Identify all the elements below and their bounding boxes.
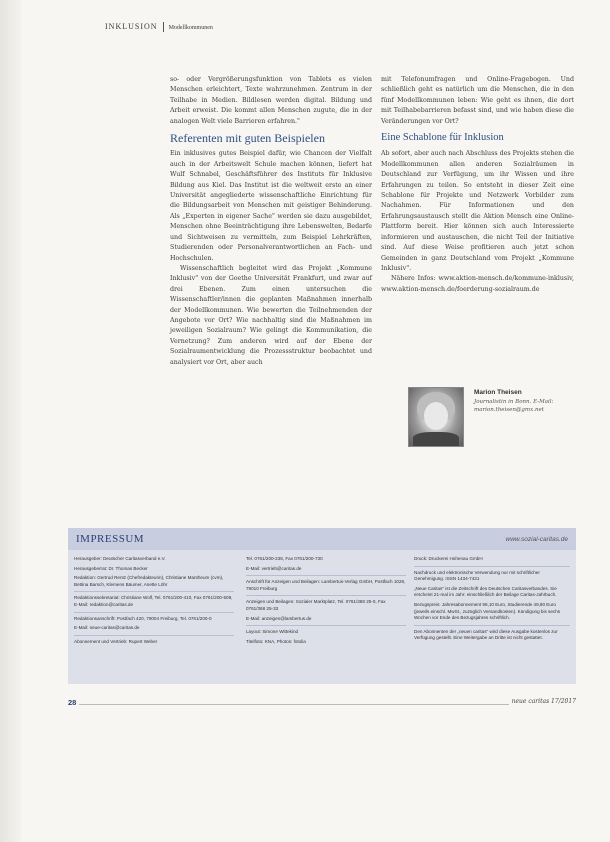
impressum-line: E-Mail: anzeigen@lambertus.de <box>246 615 312 621</box>
impressum-line: Redaktion: Gertrud Rentz (Chefredakteurin), Christiane Mantheum (cvm), Bettina Barsch, Klemens Bäumer, Anette Löhr <box>74 575 224 587</box>
paragraph: mit Telefonumfragen und Online-Fragebogen. Und schließlich geht es natürlich um die Menschen, die in den fünf Modellkommunen leben: Wie geht es ihnen, die dort mit Teilhabebarrieren befasst sind, und wie haben diese die Veränderungen vor Ort? <box>381 76 574 125</box>
impressum-column-3 <box>414 556 570 645</box>
section-title: INKLUSION <box>105 22 158 31</box>
paragraph: Ein inklusives gutes Beispiel dafür, wie Chancen der Vielfalt auch in der Arbeitswelt Schule machen können, liefert hat Wulf Schnabel, Geschäftsführer des Instituts für Inklusive Bildung aus Kiel. Das Institut ist die weltweit erste an einer Universität angegliederte wissenschaftliche Einrichtung für die Bildungsarbeit von Menschen mit geistiger Behinderung. Als „Experten in eigener Sache" werden sie dazu ausgebildet, Menschen ohne Beeinträchtigung ihre Lebenswelten, Bedarfe und Sichtweisen zu vermitteln, zum Beispiel Lehrkräften, Studierenden oder Personalverantwortlichen an Fach- und Hochschulen. <box>170 150 372 262</box>
author-box <box>408 387 578 445</box>
impressum-line: Bezugspreis: Jahresabonnement 98,10 Euro, Studierende 49,80 Euro (jeweils einschl. MwSt., zuzüglich Versandkosten). Kündigung bis sechs Wochen vor Ende des Bezugsjahres schriftlich. <box>414 601 561 621</box>
impressum-line: Abonnement und Vertrieb: Rupert Weber <box>74 638 158 644</box>
divider <box>246 575 406 576</box>
section-heading: Eine Schablone für Inklusion <box>381 132 504 144</box>
impressum-line: Tel. 0761/200-238, Fax 0761/200-730 <box>246 556 323 561</box>
paragraph: Wissenschaftlich begleitet wird das Projekt „Kommune Inklusiv" von der Goethe Universität Frankfurt, und zwar auf drei Ebenen. Zum einen untersuchen die Wissenschaftler/innen die geplanten Maßnahmen innerhalb der Modellkommunen. Wie bewerten die Teilnehmenden der Angebote vor Ort? Wie nachhaltig sind die Maßnahmen im jeweiligen Sozialraum? Wie gelingt die Kommunikation, die Vernetzung? Zum anderen wird auf der Ebene der Sozialraumentwicklung die Prozessstruktur beobachtet und analysiert vor Ort, aber auch <box>170 264 372 366</box>
impressum-line: „Neue Caritas" ist die Zeitschrift des Deutschen Caritasverbandes. Sie erscheint 21-mal im Jahr: einschließlich der Beilage Caritas-Jahrbuch. <box>414 585 557 598</box>
impressum-box <box>68 528 576 684</box>
impressum-line: E-Mail: neue-caritas@caritas.de <box>74 625 140 631</box>
article-column-right <box>381 75 574 295</box>
divider <box>74 635 234 636</box>
impressum-column-2 <box>246 556 406 648</box>
impressum-website: www.sozial-caritas.de <box>505 536 568 543</box>
issue-label: neue caritas 17/2017 <box>509 698 576 705</box>
divider <box>246 595 406 596</box>
divider <box>246 625 406 626</box>
impressum-line: E-Mail: vertrieb@caritas.de <box>246 565 302 571</box>
impressum-line: Herausgeber: Deutscher Caritasverband e.V. <box>74 556 166 561</box>
impressum-line: Titelfoto: KNA, Photos: fotolia <box>246 638 306 644</box>
divider <box>74 591 234 592</box>
impressum-line: Redaktionsanschrift: Postfach 420, 79004 Freiburg, Tel. 0761/200-0 <box>74 615 212 621</box>
divider <box>74 612 234 613</box>
page-number: 28 <box>68 698 79 707</box>
author-role: Journalistin in Bonn. E-Mail: marion.theisen@gmx.net <box>474 399 554 413</box>
paragraph: Ab sofort, aber auch nach Abschluss des Projekts stehen die Modellkommunen allen anderen Sozialräumen in Deutschland zur Verfügung, um ihr Wissen und ihre Erfahrungen zu teilen. So entsteht in dieser Zeit eine Schablone für Projekte und Netzwerk Vorbilder zum Nachahmen. Für Informationen und den Erfahrungsaustausch stellt die Aktion Mensch eine Online-Plattform bereit. Hier können sich auch Interessierte informieren und austauschen, die nicht Teil der Initiative sind. Auf diese Weise profitieren auch jetzt schon Gemeinden in ganz Deutschland vom Projekt „Kommune Inklusiv". <box>381 150 574 272</box>
header-divider <box>163 22 164 32</box>
section-heading: Referenten mit guten Beispielen <box>170 131 325 146</box>
impressum-title: IMPRESSUM <box>76 533 145 545</box>
impressum-line: Herausgeberrat: Dr. Thomas Becker <box>74 565 148 571</box>
footer-rule <box>68 704 576 705</box>
running-header <box>105 22 213 32</box>
impressum-column-1 <box>74 556 234 648</box>
divider <box>414 566 570 567</box>
page-edge-shadow <box>0 0 22 842</box>
article-column-left <box>170 75 372 368</box>
impressum-line: Redaktionssekretariat: Christiane Wolf, Tel. 0761/200-410, Fax 0761/200-509, E-Mail: redaktion@caritas.de <box>74 595 233 607</box>
paragraph: so- oder Vergrößerungsfunktion von Tablets es vielen Menschen erleichtert, Texte wahrzunehmen. Zentrum in der Teilhabe in Medien. Bildlesen werden digital. Bildung und Arbeit erweist. Die kommt allen Menschen zugute, die in der analogen Welt viele Barrieren erfahren." <box>170 76 372 125</box>
impressum-line: Anzeigen und Beilagen: Sozialer Marktplatz, Tel. 0761/368 25-0, Fax 0761/368 25-33 <box>246 599 386 611</box>
impressum-line: Druck: Druckerei Hohenau GmbH <box>414 556 483 561</box>
impressum-line: Nachdruck und elektronische Verwendung nur mit schriftlicher Genehmigung. ISSN 1434-7431 <box>414 569 540 582</box>
author-photo <box>408 387 464 447</box>
impressum-line: Layout: Simone Wittekind <box>246 629 299 635</box>
divider <box>414 625 570 626</box>
subsection-title: Modellkommunen <box>168 25 213 31</box>
impressum-line: Anschrift für Anzeigen und Beilagen: Lambertus-Verlag GmbH, Postfach 1026, 79010 Freiburg <box>246 579 406 591</box>
impressum-header-bar <box>68 528 576 550</box>
author-name: Marion Theisen <box>474 389 522 396</box>
paragraph-links: Nähere Infos: www.aktion-mensch.de/kommune-inklusiv, www.aktion-mensch.de/foerderung-sozialraum.de <box>381 275 574 293</box>
impressum-line: Den Abonnenten der „neuen caritas" wird diese Ausgabe kostenlos zur Verfügung gestellt. Eine Weitergabe an Dritte ist nicht gestattet. <box>414 628 558 641</box>
